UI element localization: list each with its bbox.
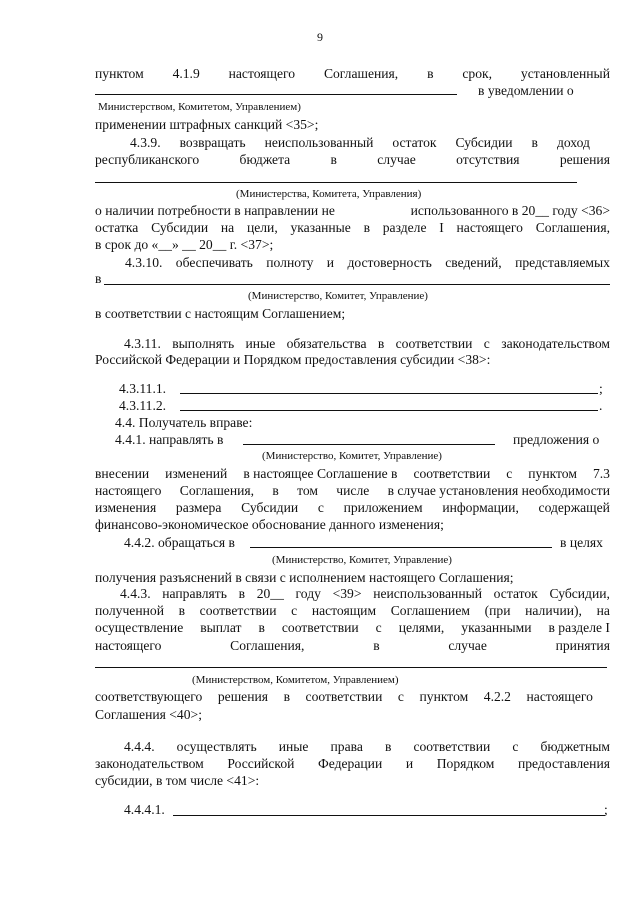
word: в разделе I bbox=[548, 620, 610, 635]
blank-caption: (Министерство, Комитет, Управление) bbox=[248, 290, 428, 302]
word: неиспользованный bbox=[373, 586, 482, 601]
word: соответствии bbox=[305, 689, 383, 704]
text-line: в целях bbox=[560, 535, 603, 550]
word: в bbox=[377, 336, 385, 351]
subitem-label: 4.3.11.2. bbox=[119, 398, 167, 413]
text-line bbox=[95, 203, 610, 219]
text-line bbox=[95, 220, 610, 236]
text-line: Соглашения <40>; bbox=[95, 707, 202, 722]
blank-caption: (Министерства, Комитета, Управления) bbox=[236, 188, 422, 200]
word: бюджетным bbox=[540, 739, 610, 754]
word: (при bbox=[484, 603, 511, 618]
text-line bbox=[124, 336, 610, 352]
word: 4.2.2 bbox=[483, 689, 511, 704]
word: числе bbox=[336, 483, 370, 498]
word: настоящим bbox=[311, 603, 377, 618]
text-line bbox=[95, 689, 593, 705]
word: настоящего bbox=[456, 220, 523, 235]
word: Субсидии, bbox=[549, 586, 610, 601]
word: Соглашением bbox=[390, 603, 470, 618]
word: 4.3.9. bbox=[130, 135, 161, 150]
word: законодательством bbox=[95, 756, 204, 771]
word: в случае установления необходимости bbox=[387, 483, 610, 498]
fill-blank bbox=[104, 284, 610, 285]
word: информации, bbox=[442, 500, 519, 515]
word: в настоящее Соглашение в bbox=[243, 466, 398, 481]
word: Соглашения, bbox=[323, 66, 399, 81]
text-line bbox=[120, 586, 610, 602]
word: Российской bbox=[227, 756, 295, 771]
word: <39> bbox=[332, 586, 362, 601]
word: в bbox=[427, 66, 434, 81]
word: в bbox=[384, 739, 392, 754]
text-line bbox=[95, 620, 610, 636]
word: Субсидии bbox=[151, 220, 209, 235]
word: республиканского bbox=[95, 152, 200, 167]
word: неиспользованный bbox=[264, 135, 374, 150]
word: изменений bbox=[165, 466, 228, 481]
text-line: ; bbox=[599, 381, 603, 396]
word: Соглашения, bbox=[179, 483, 255, 498]
word: в bbox=[178, 603, 186, 618]
text-line bbox=[95, 466, 610, 482]
text-line: 4.4.2. обращаться в bbox=[124, 535, 235, 550]
word: приложением bbox=[343, 500, 423, 515]
word: соответствующего bbox=[95, 689, 203, 704]
word: в bbox=[373, 638, 380, 653]
fill-blank bbox=[95, 667, 607, 668]
word: с bbox=[483, 336, 490, 351]
word: с bbox=[397, 689, 404, 704]
word: настоящего bbox=[228, 66, 296, 81]
word: установленный bbox=[520, 66, 610, 81]
word: обязательства bbox=[286, 336, 367, 351]
text-line: 4.4. Получатель вправе: bbox=[115, 415, 253, 430]
word: направлять bbox=[162, 586, 227, 601]
word: Порядком bbox=[436, 756, 495, 771]
word: Федерации bbox=[318, 756, 383, 771]
word: наличии), bbox=[525, 603, 582, 618]
word: предоставления bbox=[517, 756, 610, 771]
word: том bbox=[297, 483, 318, 498]
text-line: предложения о bbox=[513, 432, 600, 447]
fill-blank bbox=[173, 815, 605, 816]
word: 4.3.11. bbox=[124, 336, 161, 351]
word: соответствии bbox=[199, 603, 277, 618]
word: права bbox=[330, 739, 363, 754]
word: остатка bbox=[95, 220, 139, 235]
word: соответствии bbox=[413, 739, 491, 754]
word: о наличии потребности в направлении не bbox=[95, 203, 335, 218]
word: на bbox=[220, 220, 235, 235]
fill-blank bbox=[180, 393, 598, 394]
word: Субсидии bbox=[241, 500, 299, 515]
fill-blank bbox=[95, 94, 457, 95]
word: с bbox=[291, 603, 298, 618]
word: случае bbox=[448, 638, 487, 653]
text-line: 4.4.1. направлять в bbox=[115, 432, 224, 447]
word: в bbox=[258, 620, 265, 635]
text-line: субсидии, в том числе <41>: bbox=[95, 773, 260, 788]
word: настоящего bbox=[95, 638, 162, 653]
text-line: в bbox=[95, 271, 102, 286]
fill-blank bbox=[243, 444, 495, 445]
word: пунктом bbox=[528, 466, 577, 481]
word: внесении bbox=[95, 466, 150, 481]
subitem-label: 4.3.11.1. bbox=[119, 381, 167, 396]
word: 20__ bbox=[256, 586, 284, 601]
text-line bbox=[95, 500, 610, 516]
word: отсутствия bbox=[456, 152, 520, 167]
word: 4.4.3. bbox=[120, 586, 151, 601]
word: в bbox=[283, 689, 290, 704]
text-line bbox=[95, 66, 610, 82]
text-line: ; bbox=[604, 802, 608, 817]
text-line bbox=[125, 255, 610, 271]
text-line: в срок до «__» __ 20__ г. <37>; bbox=[95, 237, 274, 252]
word: осуществление bbox=[95, 620, 184, 635]
word: Субсидии bbox=[455, 135, 513, 150]
text-line: Российской Федерации и Порядком предоставления субсидии <38>: bbox=[95, 352, 491, 367]
word: и bbox=[326, 255, 335, 270]
word: полноту bbox=[266, 255, 314, 270]
word: пунктом bbox=[95, 66, 144, 81]
word: полученной bbox=[95, 603, 164, 618]
word: возвращать bbox=[179, 135, 246, 150]
word: осуществлять bbox=[176, 739, 257, 754]
text-line bbox=[130, 135, 590, 151]
fill-blank bbox=[95, 182, 577, 183]
page-number: 9 bbox=[317, 30, 323, 44]
word: сведений, bbox=[445, 255, 502, 270]
word: указанными bbox=[461, 620, 532, 635]
word: соответствии bbox=[413, 466, 491, 481]
word: решения bbox=[217, 689, 268, 704]
word: пунктом bbox=[419, 689, 469, 704]
word: разделе bbox=[382, 220, 427, 235]
word: соответствии bbox=[281, 620, 359, 635]
subitem-label: 4.4.4.1. bbox=[124, 802, 165, 817]
text-line bbox=[95, 483, 610, 499]
text-line: . bbox=[599, 398, 603, 413]
word: законодательством bbox=[501, 336, 610, 351]
fill-blank bbox=[250, 547, 552, 548]
fill-blank bbox=[180, 410, 598, 411]
blank-caption: (Министерство, Комитет, Управление) bbox=[272, 554, 452, 566]
word: указанные bbox=[290, 220, 351, 235]
text-line bbox=[95, 756, 610, 772]
word: в bbox=[238, 586, 246, 601]
text-line bbox=[95, 152, 610, 168]
word: обеспечивать bbox=[175, 255, 253, 270]
text-line: в соответствии с настоящим Соглашением; bbox=[95, 306, 346, 321]
word: на bbox=[596, 603, 610, 618]
text-line bbox=[95, 638, 610, 654]
word: целями, bbox=[398, 620, 445, 635]
text-line: получения разъяснений в связи с исполнением настоящего Соглашения; bbox=[95, 570, 514, 585]
word: изменения bbox=[95, 500, 157, 515]
word: с bbox=[317, 500, 324, 515]
word: в bbox=[272, 483, 279, 498]
text-line: в уведомлении о bbox=[478, 83, 574, 98]
word: размера bbox=[175, 500, 222, 515]
word: I bbox=[439, 220, 444, 235]
word: 4.1.9 bbox=[172, 66, 200, 81]
word: 4.3.10. bbox=[125, 255, 163, 270]
word: иные bbox=[278, 739, 309, 754]
word: иные bbox=[245, 336, 276, 351]
word: с bbox=[506, 466, 513, 481]
word: Соглашения, bbox=[230, 638, 305, 653]
word: остаток bbox=[392, 135, 437, 150]
word: содержащей bbox=[538, 500, 610, 515]
blank-caption: Министерством, Комитетом, Управлением) bbox=[98, 101, 301, 113]
text-line bbox=[95, 603, 610, 619]
word: с bbox=[375, 620, 382, 635]
word: случае bbox=[377, 152, 416, 167]
word: в bbox=[531, 135, 538, 150]
word: бюджета bbox=[239, 152, 291, 167]
word: цели, bbox=[246, 220, 278, 235]
word: достоверность bbox=[347, 255, 432, 270]
word: остаток bbox=[493, 586, 538, 601]
word: доход bbox=[556, 135, 590, 150]
text-line: применении штрафных санкций <35>; bbox=[95, 117, 319, 132]
word: срок, bbox=[462, 66, 493, 81]
word: и bbox=[405, 756, 414, 771]
word: настоящего bbox=[526, 689, 593, 704]
text-line: финансово-экономическое обоснование данного изменения; bbox=[95, 517, 444, 532]
word: решения bbox=[559, 152, 610, 167]
word: с bbox=[512, 739, 519, 754]
word: выплат bbox=[200, 620, 242, 635]
word: выполнять bbox=[172, 336, 235, 351]
blank-caption: (Министерством, Комитетом, Управлением) bbox=[192, 674, 399, 686]
word: в bbox=[330, 152, 337, 167]
word: году bbox=[295, 586, 321, 601]
blank-caption: (Министерство, Комитет, Управление) bbox=[262, 450, 442, 462]
word: Соглашения, bbox=[535, 220, 610, 235]
word: 4.4.4. bbox=[124, 739, 155, 754]
word: настоящего bbox=[95, 483, 162, 498]
word: использованного в 20__ году <36> bbox=[410, 203, 610, 218]
text-line bbox=[124, 739, 610, 755]
word: представляемых bbox=[515, 255, 610, 270]
word: соответствии bbox=[395, 336, 473, 351]
word: принятия bbox=[555, 638, 610, 653]
word: 7.3 bbox=[592, 466, 610, 481]
word: в bbox=[363, 220, 370, 235]
